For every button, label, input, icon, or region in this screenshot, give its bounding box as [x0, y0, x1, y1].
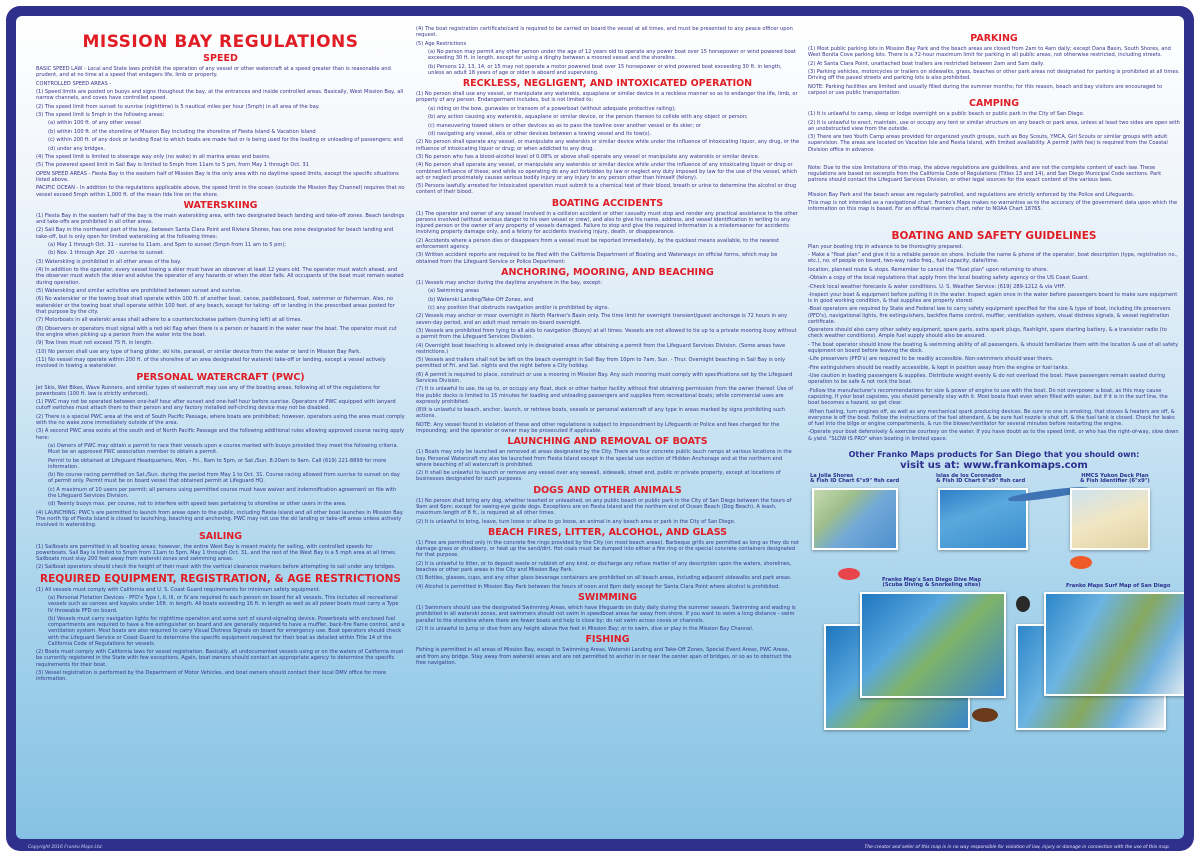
paragraph: (1) Vessels may anchor during the daytime anywhere in the bay, except: — [416, 279, 602, 286]
promo-url[interactable]: visit us at: www.frankomaps.com — [900, 459, 1088, 471]
sub-item: (b) No course racing permitted on Sat./Sun. during the period from May 1 to Oct. 31. Course racing allowed from sunrise to sunset on day of permit only. Permit must be on board vessel that obtained permit at Lifeguard HQ. — [48, 472, 400, 485]
section-heading-launching: LAUNCHING AND REMOVAL OF BOATS — [507, 436, 708, 448]
fish-icon — [838, 568, 860, 580]
paragraph: (1) Speed limits are posted on buoys and signs thoughout the bay, at the entrances and inside controlled areas. Basically, West Mission Bay, all narrow channels, and coves have controlled speed. — [36, 88, 404, 102]
paragraph: (3) A second PWC area exists at the south end of North Pacific Passage and the following additional rules allowing approved course racing apply here: — [36, 428, 405, 441]
sub-item: (b) Vessels must carry navigation lights for nighttime operation and some sort of sound-signaling device. Powerboats with enclosed fuel compartments are required to have a fire extinguisher on board and are generally required to have a muffler, back-fire flame control, and a ventilation system. Most boats are also required to carry Visual Distress Signals on board for emergency use. Boat operators should check with the Lifeguard Service or Coast Guard to determine the specific equipment required for their boat as detailed within Title 14 of the California Code of Regulations for vessels. — [48, 615, 405, 647]
paragraph: (4) Overnight boat beaching is allowed only in designated areas after obtaining a permit from the Lifeguard Services Division. (Some areas have restrictions.) — [416, 342, 786, 355]
sub-item: (b) Persons 12, 13, 14, or 15 may not operate a motor powered boat over 15 horsepower or wind powered boat exceeding 30 ft. in length, unless an adult 18 years of age or older is aboard and supervising. — [428, 63, 782, 76]
section-heading-accidents: BOATING ACCIDENTS — [551, 197, 664, 209]
sub-item: (b) Nov. 1 through Apr. 20 - sunrise to sunset. — [48, 250, 165, 257]
product-image-dive-map-front[interactable] — [860, 592, 1006, 698]
product-label-yukon — [1080, 474, 1150, 485]
sub-item: Permit to be obtained at Lifeguard Headquarters, Mon. - Fri., 8am to 5pm, or Sat./Sun. 8:20am to 9am. Call (619) 221-8899 for more information. — [48, 457, 387, 470]
surfer-icon — [1016, 596, 1030, 612]
paragraph: (1) Fiesta Bay in the eastern half of the bay is the main waterskiing area, with two designated beach landing and take-off zones. Beach landings and take-offs are prohibited in all other areas. — [36, 212, 405, 226]
paragraph: (11) No vessel may operate within 200 ft. of the shoreline of an area designated for waterski take-off or landing, except a vessel actively involved in towing a waterskier. — [36, 357, 386, 370]
product-subtitle: (Scuba Diving & Snorkeling sites) — [882, 582, 981, 589]
section-heading-parking: PARKING — [970, 33, 1018, 44]
paragraph: (1) All vessels must comply with California and U. S. Coast Guard requirements for minimum safety equipment. — [36, 586, 321, 593]
paragraph: Fishing is permitted in all areas of Mission Bay, except in Swimming Areas, Waterski Landing and Take-Off Zones, Special Event Areas, PWC Areas, and from any bridge. Stay away from waterski areas and are not permitted to anchor in or near the center span of bridges, or so as to obstruct the free navigation. — [416, 647, 792, 666]
poster-frame — [6, 6, 1194, 851]
promo-title: Other Franko Maps products for San Diego that you should own: — [848, 449, 1140, 459]
paragraph: PACIFIC OCEAN - In addition to the regulations applicable above, the speed limit in the ocean (outside the Mission Bay Channel) requires that no vessel exceed 5mph within 1,000 ft. of the mean tide line on the shore. — [36, 185, 405, 198]
sub-item: (a) within 100 ft. of any other vessel — [48, 120, 141, 127]
product-subtitle: & Fish ID Chart 6"x9" fish card — [936, 478, 1026, 485]
sub-item: (c) any position that obstructs navigation and/or is prohibited by signs. — [428, 305, 610, 312]
paragraph: (7) Motorboats in all waterski areas shall adhere to a counterclockwise pattern (turning left) at all times. — [36, 317, 303, 324]
paragraph: (2) Sail Bay in the northwest part of the bay, between Santa Clara Point and Riviera Shores, has one zone designated for beach landing and take-off, but is only open for limited waterskiing at the following times: — [36, 227, 394, 240]
paragraph: (3) Waterskiing is prohibited in all other areas of the bay. — [36, 258, 182, 265]
product-label-coronados — [936, 474, 1025, 485]
paragraph: (2) Sailboat operators should check the height of their mast with the vertical clearance markers before attempting to sail under any bridges. — [36, 564, 396, 571]
sub-item: (b) any action causing any waterskis, aquaplane or similar device, or the person thereon to collide with any object or person; — [428, 114, 748, 121]
paragraph: Plan your boating trip in advance to be thoroughly prepared. — [808, 243, 963, 250]
product-title: HMCS Yukon Deck Plan — [1081, 472, 1149, 479]
product-subtitle: & Fish Identifier (6"x9") — [1080, 478, 1150, 485]
paragraph: (5) The powered speed limit in Sail Bay is limited to 5mph from 11am to 5 pm, from May 1 through Oct. 31 — [36, 162, 309, 169]
paragraph: (1) Most public parking lots in Mission Bay Park and the beach areas are closed from 2am to 4am daily; except Dana Basin, South Shores, and West Bonita Cove parking lots. There is a 72-hour maximum limit for parking in all public areas, not otherwise restricted, including streets. — [808, 46, 1171, 59]
paragraph: (1) PWC may not be operated between one-half hour after sunset and one-half hour before sunrise. Operators of PWC equipped with lanyard cutoff switches must attach them to their person and any factory installed self-circling device may not be disabled. — [36, 399, 396, 412]
paragraph: -Operate your boat defensively & exercise courtesy on the water. If you have doubt as to the speed limit, or who has the right-of-way, slow down & yield. "SLOW IS PRO" when boating in limited space. — [808, 429, 1179, 442]
sub-item: (b) within 100 ft. of the shoreline of Mission Bay including the shoreline of Fiesta Island & Vacation Island — [48, 128, 316, 135]
paragraph: (1) Swimmers should use the designated Swimming Areas, which have lifeguards on duty daily during the summer season. Swimming and wading is prohibited in all waterski zones, and swimmers should not swim in speedboat areas far away from shore. If you want to swim a long distance - swim parallel to the shoreline where there are fewer boats and help is close by; do not swim across coves or channels. — [416, 605, 796, 624]
paragraph: (4) Alcohol is permitted in Mission Bay Park between the hours of noon and 8pm daily except for Santa Clara Point where alcohol is prohibited. — [416, 583, 780, 590]
paragraph: OPEN SPEED AREAS - Fiesta Bay in the eastern half of Mission Bay is the only area with no daytime speed limits, except the specific situations listed above. — [36, 170, 399, 183]
poster-content — [16, 16, 1184, 839]
paragraph: (2) Boats must comply with California laws for vessel registration. Basically, all undocumented vessels using or on the waters of California must be currently registered in the State with few exceptions. Again, boat owners should contact an appropriate agency to determine the specific requirements for their boat. — [36, 649, 404, 668]
paragraph: (9) Tow lines must not exceed 75 ft. in length. — [36, 340, 153, 347]
paragraph: (2) The speed limit from sunset to sunrise (nighttime) is 5 nautical miles per hour (5mph) in all area of the bay. — [36, 103, 320, 110]
product-label-surf-map — [1066, 584, 1170, 590]
fish-icon — [1070, 556, 1092, 569]
paragraph: -Check local weather forecasts & water conditions. U. S. Weather Service: (619) 289-1212 & via VHF. — [808, 283, 1066, 290]
paragraph: (3) Parking vehicles, motorcycles or trailers on sidewalks, grass, beaches or other park areas not designated for parking is prohibited at all times. Driving off the paved streets and parking lots is also prohibited. — [808, 68, 1180, 82]
paragraph: (3) Vessel registration is performed by the Department of Motor Vehicles, and boat owners should contact their local DMV office for more information. — [36, 669, 387, 683]
paragraph: BASIC SPEED LAW - Local and State laws prohibit the operation of any vessel or other watercraft at a speed greater than is reasonable and prudent, and at no time at a speed that endagers life, limb or property. — [36, 66, 391, 79]
sub-item: (a) Swimming areas — [428, 288, 479, 295]
product-title: Islas de los Coronados — [936, 472, 1002, 479]
section-heading-sailing: SAILING — [198, 530, 243, 542]
paragraph: (3) Written accident reports are required to be filed with the California Department of Boating and Waterways on official forms, which may be obtained from the Lifeguard Service or Police Department: — [416, 252, 778, 265]
column-middle — [410, 16, 803, 839]
paragraph: (1) It is unlawful to camp, sleep or lodge overnight on a public beach or public park in the City of San Diego. — [808, 111, 1085, 118]
paragraph: (4) In addition to the operator, every vessel towing a skier must have an observer at least 12 years old. The operator must watch ahead, and the observer must watch the skier and advise the operator of any hazards or when the skier falls. All occupants of the boat must remain seated during operation. — [36, 267, 404, 286]
paragraph: -When fueling, turn engines off, as well as any mechanical spark producing devices. Be sure no one is smoking, that stoves & heaters are off, & everyone is off the boat. Follow the instructions of the fuel attendant, & be sure fuel nozzle is shut off, & the fuel tank is closed. Check for leaks of fuel into the bilge or engine compartments, & run the blower/ventilator for several minutes before restarting the engine. — [808, 408, 1175, 428]
column-right — [806, 16, 1184, 839]
sub-item: (c) maneuvering towed skiers or other devices so as to pass the towline over another vessel or its skier; or — [428, 122, 701, 129]
paragraph: (10) No person shall use any type of hang glider, ski kite, parasail, or similar device from the water or land in Mission Bay Park. — [36, 348, 361, 355]
paragraph: -Fire extinguishers should be readily accessible, & kept in position away from the engine or fuel tanks. — [808, 364, 1069, 371]
liability-disclaimer: The creator and seller of this map is in no way responsible for violation of law, injury or damage in connection with the use of this map. — [864, 845, 1170, 850]
section-heading-equipment: REQUIRED EQUIPMENT, REGISTRATION, & AGE RESTRICTIONS — [40, 572, 401, 585]
paragraph: -Obtain a copy of the local regulations that apply from the local boating safety agency or the US Coast Guard. — [808, 275, 1089, 282]
sub-item: (c) A maximum of 10 users per permit; all persons using permitted course must have waiver and indemnification agreement on file with the Lifeguard Services Division. — [48, 486, 397, 499]
paragraph: (5) Vessels and trailers shall not be left on the beach overnight in Sail Bay from 10pm to 7am, Sun. - Thur. Overnight beaching in Sail Bay is only permitted of Fri. and Sat. nights and the night before a City holiday. — [416, 357, 786, 370]
paragraph: (2) At Santa Clara Point, unattached boat trailers are restricted between 2am and 5am daily. — [808, 60, 1045, 67]
paragraph: (2) Accidents where a person dies or disappears from a vessel must be reported immediately, by the quickest means available, to the nearest enforcement agency. — [416, 237, 780, 250]
sub-item: (a) Owners of PWC may obtain a permit to race their vessels upon a course marked with buoys provided they meet the following criteria. Must be an approved PWC association member to obtain a permit. — [48, 442, 399, 456]
disclaimer-note: This map is not intended as a navigational chart. Franko's Maps makes no warranties as to the accuracy of the government data upon which the information on this map is based. For an official mariners chart, refer to NOAA Chart 18765. — [808, 200, 1178, 213]
paragraph: (8)It is unlawful to beach, anchor, launch, or retrieve boats, vessels or personal watercraft of any type in areas marked by signs prohibiting such actions. — [416, 407, 786, 420]
sub-item: (b) Waterski Landing/Take-Off Zones, and — [428, 296, 534, 303]
product-subtitle: & Fish ID Chart 6"x9" fish card — [810, 478, 900, 485]
paragraph: (6) No waterskier or the towing boat shall operate within 100 ft. of another boat, canoe, paddleboard, float, swimmer or fisherman. Also, no waterskier or the towing boat shall operate within 100 feet. of any beach, except for taking- off or landing in the prescribed areas posted for that purpose by the city. — [36, 296, 395, 315]
sub-item: (c) within 200 ft. of any dock or landing float to which boats are made fast or is being used for the loading or unloading of passengers; and — [48, 137, 403, 144]
paragraph: Jet Skis, Wet Bikes, Wave Runners, and similar types of watercraft may use any of the boating areas, following all of the regulations for powerboats (100 ft. law is strictly enforced). — [36, 384, 381, 397]
section-heading-safety: BOATING AND SAFETY GUIDELINES — [891, 229, 1097, 242]
paragraph: (5) Age Restrictions — [416, 40, 467, 47]
paragraph: (1) No person shall use any vessel, or manipulate any waterskis, aquaplane or similar device in a reckless manner so as to endanger the life, limb, or property of any person. Endangerment includes, but is not limited to: — [416, 91, 798, 104]
paragraph: (1) No person shall bring any dog, whether leashed or unleashed, on any public beach or public park in the City of San Diego between the hours of 9am and 6pm; except for seeing-eye guide dogs. Exceptions are on Fiesta Island and the northern end of Ocean Beach (Dog Beach). A leash, maximum length of 8 ft., is required at all other times. — [416, 497, 792, 517]
section-heading-waterskiing: WATERSKIING — [183, 199, 258, 211]
product-image-yukon-deck[interactable] — [1070, 488, 1150, 550]
product-label-dive-map — [882, 578, 981, 589]
page-title: MISSION BAY REGULATIONS — [82, 32, 359, 52]
paragraph: Operators should also carry other safety equipment, spare parts, extra spark plugs, flashlight, spare starting battery, & a transistor radio (to check weather conditions). Ample fuel supply should also be assured. — [808, 327, 1167, 340]
paragraph: (3) There are two Youth Camp areas provided for organized youth groups, such as Boy Scouts, YMCA, Girl Scouts or similar groups with adult supervision. The areas are located on Vacation Isle and Fiesta Island, with limited availability. A permit (with fee) is required from the Coastal Division office in advance. — [808, 134, 1168, 153]
paragraph: -Boat operators are required by State and Federal law to carry safety equipment specified for the size & type of boat, including life preservers (PFD's), navigational lights, fire extinguishers, backfire flame control, muffler, ventilation system, visual distress signals, & vessel registration certificate. — [808, 306, 1171, 325]
paragraph: (8) Observers or operators must signal with a red ski flag when there is a person or hazard in the water near the boat. The operator must cut the engine when picking up a person from the water into the boat. — [36, 325, 397, 338]
disclaimer-note: Mission Bay Park and the beach areas are regularly patrolled, and regulations are strictly enforced by the Police and Lifeguards. — [808, 191, 1135, 198]
sub-item: (d) navigating any vessel, skis or other devices between a towing vessel and its tow(s). — [428, 130, 652, 137]
paragraph: NOTE: Parking facilities are limited and usually filled during the summer months; for this reason, beach and bay visitors are encouraged to carpool or use public transportation. — [808, 83, 1163, 96]
product-image-surf-map-front[interactable] — [1044, 592, 1184, 696]
paragraph: -Follow the manufacturer's recommendations for size & power of engine to use with the boat. Do not overpower a boat, as this may cause capsizing. If your boat capsizes, you should generally stay with it. Most boats float even when filled with water, but if it is in the surf line, the boat becomes a hazard, so get clear. — [808, 387, 1168, 407]
product-image-la-jolla-map[interactable] — [812, 488, 898, 550]
paragraph: -Use caution in loading passengers & supplies. Distribute weight evenly & do not overload the boat. Have passengers remain seated during operation to be safe & not rock the boat. — [808, 373, 1166, 386]
section-heading-fires: BEACH FIRES, LITTER, ALCOHOL, AND GLASS — [488, 526, 727, 538]
copyright: Copyright 2016 Franko Maps Ltd. — [28, 845, 103, 850]
section-heading-reckless: RECKLESS, NEGLIGENT, AND INTOXICATED OPERATION — [462, 78, 753, 90]
paragraph: (3) No person who has a blood-alcohol level of 0.08% or above shall operate any vessel or manipulate any waterskis or similar device. — [416, 153, 760, 160]
sub-item: (a) May 1 through Oct. 31 - sunrise to 11am, and 5pm to sunset (5mph from 11 am to 5 pm); — [48, 242, 287, 249]
paragraph: (3) Vessels are prohibited from tying to all aids to navigation (Buoys) at all times. Vessels are not allowed to tie up to a private mooring buoy without a permit from the Lifeguard Services Division. — [416, 328, 797, 341]
paragraph: (2) It is unlawful to litter, or to deposit waste or rubbish of any kind, or discharge any refuse matter of any description upon the waters, shorelines, beaches or other park areas in the City and Mission Bay Park. — [416, 560, 792, 573]
sub-item: (d) Twenty buoys max. per course, not to interfere with speed laws pertaining to shoreline or other users in the area. — [48, 501, 347, 508]
paragraph: (2) Vessels may anchor or moor overnight in North Mariner's Basin only. The time limit for overnight transient/guest anchorage is 72 hours in any seven-day period, and an adult must remain on-board overnight. — [416, 313, 788, 326]
paragraph: (2) It is unlawful to erect, maintain, use or occupy any tent or similar structure on any beach or park area, unless at least two sides are open with an unobstructed view from the outside. — [808, 119, 1180, 132]
paragraph: (5) Waterskiing and similar activities are prohibited between sunset and sunrise. — [36, 288, 242, 295]
paragraph: (5) Persons lawfully arrested for intoxicated operation must submit to a chemical test of their blood, breath or urine to determine the alcohol or drug content of their blood. — [416, 183, 797, 196]
section-heading-anchoring: ANCHORING, MOORING, AND BEACHING — [501, 266, 714, 278]
disclaimer-note: Note: Due to the size limitations of this map, the above regulations are guidelines, and are not the complete content of each law. These regulations are based on excerpts from the California Code of Regulations (Titles 13 and 14), and San Diego Municipal Code sections. Park patrons should contact the Lifeguard Services Division, or other legal sources for the exact content of the various laws. — [808, 164, 1162, 184]
section-heading-pwc: PERSONAL WATERCRAFT (PWC) — [136, 371, 305, 383]
paragraph: - Make a "float plan" and give it to a reliable person on shore. Include the name & phone of the operator, boat description (type, registration no., etc.), no. of people on board, two-way radio freq., fuel capacity, date/time. — [808, 252, 1178, 265]
product-gallery — [808, 474, 1180, 746]
paragraph: (1) The operator and owner of any vessel involved in a collision accident or other casualty must stop and render any practical assistance to the other persons involved (without serious danger to his own vessel or crew), and also to give his name, address, and vessel identification in writing to any injured person or the owner of any property of vessels damaged. Failure to stop and give the required information is a misdemeanor for accidents involving property damage only, and a felony for accidents involving injury, death, or disappearance. — [416, 210, 798, 236]
product-title: Franko Maps Surf Map of San Diego — [1066, 582, 1171, 589]
paragraph: (3) Bottles, glasses, cups, and any other glass beverage containers are prohibited on all beach areas, including adjacent sidewalks and park areas. — [416, 575, 792, 582]
paragraph: (3) The speed limit is 5mph in the following areas: — [36, 111, 165, 118]
paragraph: (1) Fires are permitted only in the concrete fire rings provided by the City (on most beach areas). Barbeque grills are permitted as long as they do not damage grass or shrubbery, or heat up the sand/dirt. Hot coals must be dumped into either a fire ring or the special concrete containers designated for that purpose. — [416, 539, 799, 559]
paragraph: (2) It is unlawful to jump or dive from any height above five feet in Mission Bay; or to swim, dive or play in the Mission Bay Channel. — [416, 625, 754, 632]
product-title: Franko Map's San Diego Dive Map — [882, 576, 982, 583]
section-heading-dogs: DOGS AND OTHER ANIMALS — [533, 484, 682, 496]
paragraph: NOTE: Any vessel found in violation of these and other regulations is subject to impoundment by Lifeguards or Police and fees charged for the impounding; and the operator or owner may be prosecuted if applicable. — [416, 421, 780, 435]
column-left — [16, 16, 409, 839]
paragraph: location, planned route & stops. Remember to cancel the "float plan" upon returning to shore. — [808, 266, 1048, 273]
paragraph: CONTROLLED SPEED AREAS - — [36, 80, 112, 87]
sub-item: (a) No person may permit any other person under the age of 12 years old to operate any power boat over 15 horsepower or wind powered boat exceeding 30 ft. in length, except for using a dinghy between a moored vessel and the shoreline. — [428, 48, 796, 62]
paragraph: (1) Boats may only be launched an removed at areas designated by the City. There are four concrete public lauch ramps at various locations in the bay. Personal Watercraft my also be launched from Fiesta Island except in the special use section of Hidden Anchorage and at the northern end where beaching of all watercraft is prohibited. — [416, 449, 792, 468]
paragraph: (4) LAUNCHING: PWC's are permitted to launch from areas open to the public, including Fiesta Island and all other boat launches in Mission Bay. The north tip of Fiesta Island is closed to launching, beaching and anchoring. PWC may not use the ski landing or take-off areas unless actively involved in waterskiing. — [36, 509, 404, 529]
paragraph: (4) No person shall operate any vessel, or manipulate any waterskis or similar device while under the influence of any intoxicating liquor or drug or combined influence of these; and while so operating do any act forbidden by law or neglect any duty imposed by law for the use of the vessel, which act or neglect proximately causes serious bodily injury or any injury to any person other than himself (felony). — [416, 162, 798, 181]
paragraph: (6) A permit is required to place, construct or use a mooring in Mission Bay. Any such mooring must comply with specifications set by the Lifeguard Services Division. — [416, 371, 793, 385]
product-title: La Jolla Shores — [810, 472, 854, 479]
paragraph: - The boat operator should know the boating & swimming ability of all passengers, & should familiarize them with the location & use of all safety equipment on board before leaving the dock. — [808, 341, 1179, 355]
sub-item: (a) riding on the bow, gunwales or transom of a powerboat (without adequate protective railing); — [428, 105, 676, 112]
section-heading-swimming: SWIMMING — [577, 592, 638, 604]
paragraph: (4) The boat registration certificate/card is required to be carried on board the vessel at all times, and must be presented to any peace officer upon request. — [416, 26, 793, 39]
paragraph: -Inspect your boat & equipment before putting it in the water. Inspect again once in the water before passengers board to make sure equipment is in good working condition, & that supplies are properly stored. — [808, 291, 1178, 305]
paragraph: (1) Sailboats are permitted in all boating areas; however, the entire West Bay is meant mainly for sailing, with controlled speeds for powerboats. Sail Bay is limited to 5mph from 11am to 5pm, May 1 through Oct. 31, and the rest of the West Bay is a 5 mph area at all times. Sailboats must stay 200 feet away from waterski zones and swimming areas. — [36, 543, 397, 562]
paragraph: (2) No person shall operate any vessel, or manipulate any waterskis or similar device while under the influence of intoxicating liquor, any drug, or the influence of intoxicating liquor or drug; or when addicted to any drug. — [416, 139, 799, 152]
paragraph: (4) The speed limit is limited to steerage way only (no wake) in all marina areas and basins. — [36, 153, 271, 160]
sub-item: (a) Personal Flotation Devices - PFD's Type I, II, III, or IV are required fo each person on board for all vessels. This includes all recreational vessels such as canoes and kayaks under 16ft. in length. All boats exceeding 16 ft. in length as well as all power boats must carry a Type IV throwable PFD on board. — [48, 595, 399, 614]
paragraph: -Life preservers (PFD's) are required to be readily accessible. Non-swimmers should wear theirs. — [808, 356, 1054, 363]
section-heading-camping: CAMPING — [968, 98, 1020, 110]
section-heading-speed: SPEED — [203, 53, 238, 64]
paragraph: (7) It is unlawful to use, tie up to, or occupy any float, dock or other harbor facility without first obtaining permission from the owner thereof. Use of the public docks is limited to 15 minutes for loading and unloading passengers and supplies from recreational boats; while commercial uses are expressly prohibited. — [416, 386, 794, 405]
section-heading-fishing: FISHING — [585, 634, 630, 646]
paragraph: (2) It shall be unlawful to launch or remove any vessel over any seawall, sidewalk, street end, public or private property, except at locations of businesses designated for such purposes. — [416, 470, 781, 483]
sub-item: (d) under any bridges. — [48, 145, 105, 152]
product-label-la-jolla — [810, 474, 899, 485]
paragraph: (2) It is unlawful to bring, leave, turn loose or allow to go loose, an animal in any beach area or park in the City of San Diego. — [416, 518, 736, 525]
paragraph: (2) There is a special PWC area at the end of South Pacific Passage, where boats are prohibited; however, operators using the area must comply with the no wake zone immediately outside of the area. — [36, 413, 405, 426]
fish-icon — [972, 708, 998, 722]
